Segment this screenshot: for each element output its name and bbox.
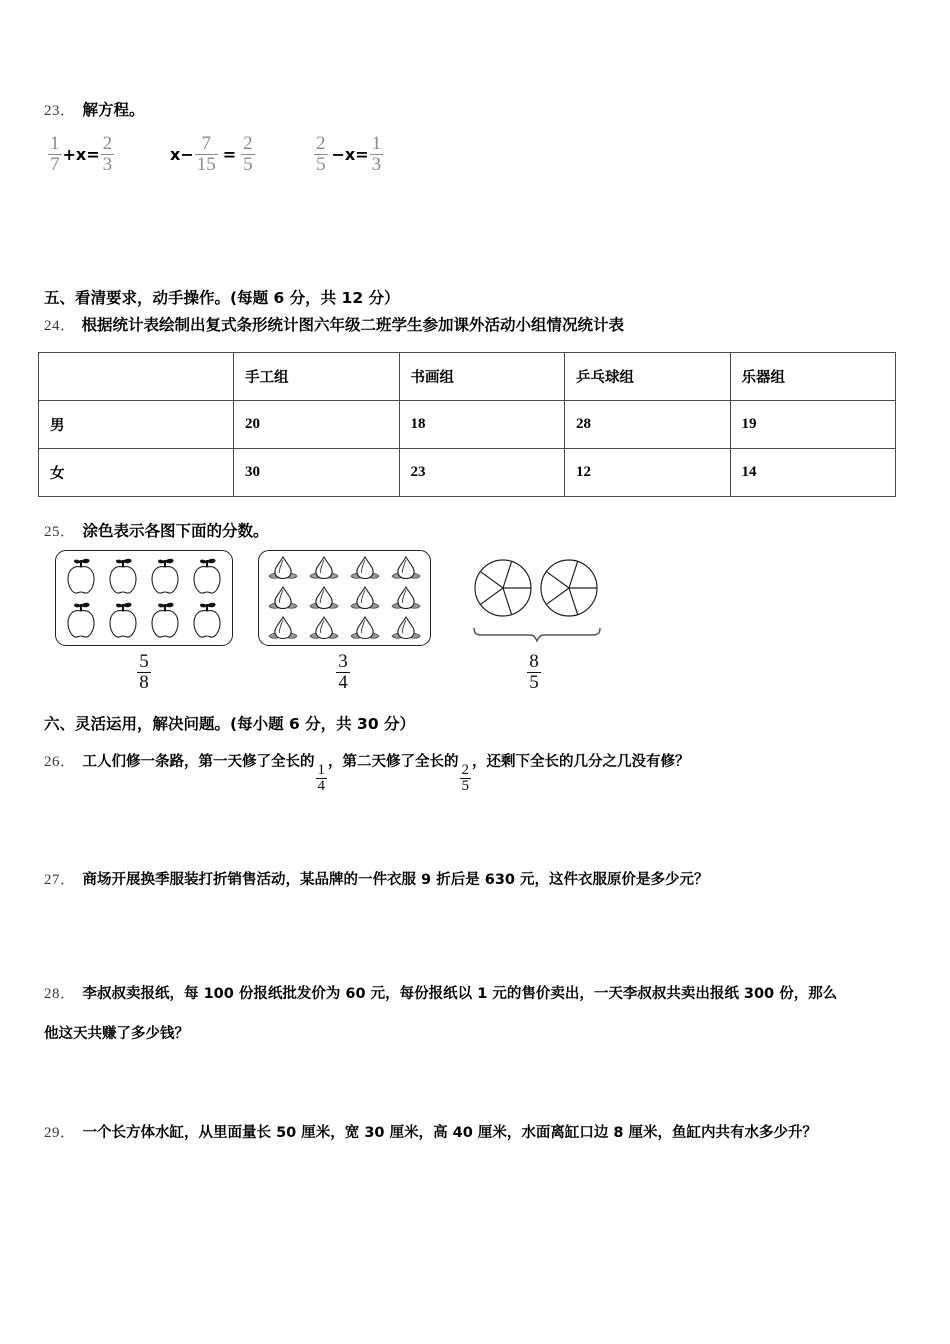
apple-icon [189, 600, 225, 640]
equation-1-variable: x [75, 144, 87, 164]
table-cell-male-handicraft: 20 [234, 401, 400, 449]
question-23-heading [44, 98, 145, 120]
table-cell-female-painting: 23 [399, 449, 565, 497]
question-26 [44, 748, 914, 794]
fraction-two-fifths: $\frac{2}{5}$ [243, 133, 253, 175]
apple-icon [189, 556, 225, 596]
table-col-header-pingpong: 乒乓球组 [565, 353, 731, 401]
question-26-part3: ，还剩下全长的几分之几没有修？ [472, 754, 690, 770]
question-26-part2: ，第二天修了全长的 [328, 754, 459, 770]
apple-icon [63, 600, 99, 640]
table-header-row [39, 353, 896, 401]
fraction-one-quarter: $\frac{1}{4}$ [317, 761, 326, 794]
peach-icon [389, 614, 423, 642]
question-24-number: 24． [44, 318, 76, 334]
question-23-title: 解方程。 [82, 101, 145, 119]
question-28-line1: 李叔叔卖报纸，每 100 份报纸批发价为 60 元，每份报纸以 1 元的售价卖出，一天李叔叔共卖出报纸 300 份，那么 [82, 986, 838, 1002]
table-row [39, 401, 896, 449]
table-cell-female-instrument: 14 [730, 449, 896, 497]
table-cell-male-instrument: 19 [730, 401, 896, 449]
question-26-part1: 工人们修一条路，第一天修了全长的 [82, 754, 315, 770]
question-29-number: 29． [44, 1125, 76, 1141]
circle-fifths-group [472, 556, 602, 627]
apple-icon [105, 600, 141, 640]
peach-icon [348, 584, 382, 612]
question-25-heading [44, 519, 269, 541]
fraction-one-seventh: $\frac{1}{7}$ [50, 133, 60, 175]
equation-1-equals: = [86, 144, 100, 164]
peach-icon [389, 584, 423, 612]
peach-icon [266, 614, 300, 642]
peach-icon [266, 554, 300, 582]
fraction-two-thirds: $\frac{2}{3}$ [102, 133, 113, 175]
equation-3-equals: = [355, 144, 369, 164]
question-29-text: 一个长方体水缸，从里面量长 50 厘米，宽 30 厘米，高 40 厘米，水面离缸口边 8 厘米，鱼缸内共有水多少升？ [82, 1125, 818, 1141]
table-row [39, 449, 896, 497]
question-27 [44, 866, 914, 894]
fraction-one-third: $\frac{1}{3}$ [371, 133, 382, 175]
question-27-number: 27． [44, 872, 76, 888]
circle-1 [475, 560, 531, 616]
question-25-number: 25． [44, 524, 76, 540]
circle-2 [541, 560, 597, 616]
question-24-text: 根据统计表绘制出复式条形统计图六年级二班学生参加课外活动小组情况统计表 [81, 316, 625, 334]
table-cell-female-pingpong: 12 [565, 449, 731, 497]
equation-2 [170, 134, 256, 174]
fraction-seven-fifteenths: $\frac{7}{15}$ [196, 133, 216, 175]
table-col-header-instrument: 乐器组 [730, 353, 896, 401]
question-29 [44, 1119, 934, 1147]
apple-icon [63, 556, 99, 596]
peach-icon [348, 614, 382, 642]
question-28-line2: 他这天共赚了多少钱？ [44, 1025, 189, 1042]
apple-icon [105, 556, 141, 596]
fraction-label-five-eighths: $\frac{5}{8}$ [139, 651, 149, 693]
section-6-heading: 六、灵活运用，解决问题。(每小题 6 分，共 30 分） [44, 715, 416, 733]
peach-icon [307, 554, 341, 582]
table-cell-female-handicraft: 30 [234, 449, 400, 497]
question-28 [44, 980, 924, 1047]
apple-group-box [55, 550, 233, 646]
equation-2-variable: x [170, 144, 181, 164]
statistics-table [38, 352, 896, 497]
table-col-header-handicraft: 手工组 [234, 353, 400, 401]
equation-3 [313, 134, 384, 174]
brace-underline [472, 626, 602, 649]
fraction-two-fifths-lhs: $\frac{2}{5}$ [316, 133, 326, 175]
fraction-label-eight-fifths: $\frac{8}{5}$ [529, 651, 539, 693]
table-col-header-painting: 书画组 [399, 353, 565, 401]
section-5-heading: 五、看清要求，动手操作。(每题 6 分，共 12 分） [44, 289, 400, 307]
question-26-number: 26． [44, 754, 76, 770]
peach-group-box [258, 550, 431, 646]
table-cell-male-pingpong: 28 [565, 401, 731, 449]
apple-icon [147, 556, 183, 596]
question-28-number: 28． [44, 986, 76, 1002]
equation-3-operator: − [331, 144, 345, 164]
apple-icon [147, 600, 183, 640]
table-cell-male-painting: 18 [399, 401, 565, 449]
question-27-text: 商场开展换季服装打折销售活动，某品牌的一件衣服 9 折后是 630 元，这件衣服原价是多少元？ [82, 872, 709, 888]
equation-1-operator: + [62, 144, 76, 164]
peach-icon [307, 584, 341, 612]
question-23-number: 23． [44, 103, 76, 119]
table-row-label-male: 男 [39, 401, 234, 449]
equation-1 [47, 134, 115, 174]
peach-icon [307, 614, 341, 642]
equation-3-variable: x [344, 144, 356, 164]
fraction-two-fifths-inline: $\frac{2}{5}$ [461, 761, 470, 794]
peach-icon [348, 554, 382, 582]
equation-2-operator: − [180, 144, 194, 164]
table-row-label-female: 女 [39, 449, 234, 497]
question-24-heading [44, 313, 624, 335]
peach-icon [266, 584, 300, 612]
peach-icon [389, 554, 423, 582]
table-corner-cell [39, 353, 234, 401]
equation-2-equals: = [222, 144, 237, 164]
question-25-title: 涂色表示各图下面的分数。 [82, 522, 269, 540]
fraction-label-three-quarters: $\frac{3}{4}$ [338, 651, 348, 693]
